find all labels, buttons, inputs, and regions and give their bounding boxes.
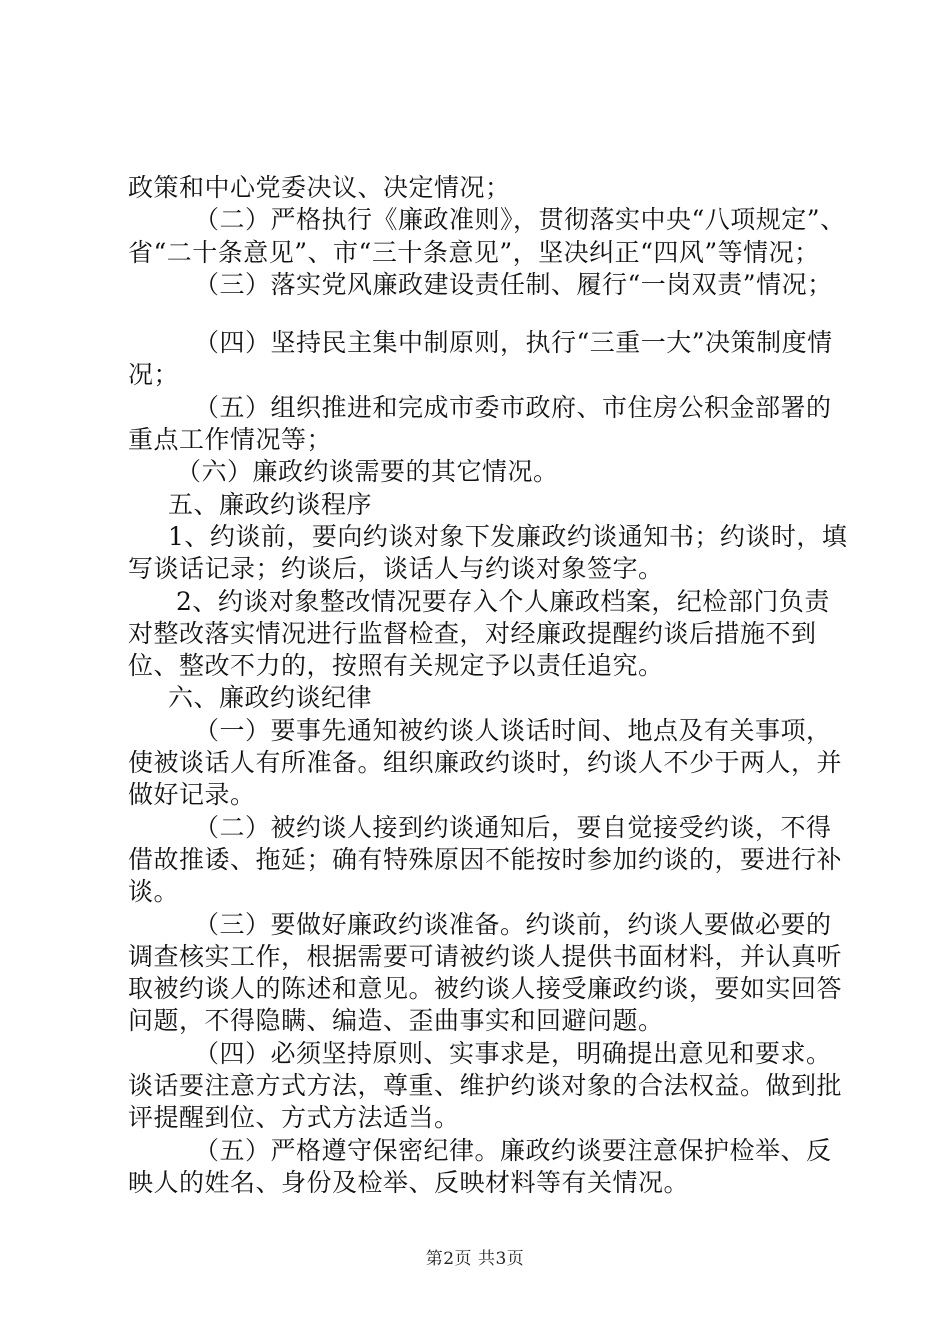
paragraph-discipline-3: （三）要做好廉政约谈准备。约谈前，约谈人要做必要的调查核实工作，根据需要可请被约谈人提供书面材料，并认真听取被约谈人的陈述和意见。被约谈人接受廉政约谈，要如实回答问题，不得隐瞒、编造、歪曲事实和回避问题。 <box>128 909 843 1036</box>
paragraph-discipline-5: （五）严格遵守保密纪律。廉政约谈要注意保护检举、反映人的姓名、身份及检举、反映材料等有关情况。 <box>128 1135 832 1197</box>
paragraph-procedure-2: 2、约谈对象整改情况要存入个人廉政档案，纪检部门负责对整改落实情况进行监督检查，对经廉政提醒约谈后措施不到位、整改不力的，按照有关规定予以责任追究。 <box>128 586 830 681</box>
paragraph-discipline-4: （四）必须坚持原则、实事求是，明确提出意见和要求。谈话要注意方式方法，尊重、维护约谈对象的合法权益。做到批评提醒到位、方式方法适当。 <box>128 1038 843 1133</box>
paragraph-item-5-key-work: （五）组织推进和完成市委市政府、市住房公积金部署的重点工作情况等； <box>128 392 832 455</box>
paragraph-discipline-2: （二）被约谈人接到约谈通知后，要自觉接受约谈，不得借故推诿、拖延；确有特殊原因不能按时参加约谈的，要进行补谈。 <box>128 812 843 907</box>
paragraph-discipline-1: （一）要事先通知被约谈人谈话时间、地点及有关事项，使被谈话人有所准备。组织廉政约谈时，约谈人不少于两人，并做好记录。 <box>128 715 843 810</box>
paragraph-policy-continuation: 政策和中心党委决议、决定情况； <box>128 173 511 202</box>
paragraph-item-2-integrity-rules: （二）严格执行《廉政准则》，贯彻落实中央“八项规定”、省“二十条意见”、市“三十条意见”，坚决纠正“四风”等情况； <box>128 205 846 267</box>
section-heading-discipline: 六、廉政约谈纪律 <box>168 683 373 713</box>
document-body <box>128 172 848 1199</box>
paragraph-item-6-other: （六）廉政约谈需要的其它情况。 <box>176 457 559 487</box>
paragraph-item-4-democratic-centralism: （四）坚持民主集中制原则，执行“三重一大”决策制度情况； <box>128 328 833 390</box>
page-footer-number: 第2页 共3页 <box>425 1249 525 1269</box>
section-heading-procedure: 五、廉政约谈程序 <box>168 489 373 519</box>
paragraph-procedure-1: 1、约谈前，要向约谈对象下发廉政约谈通知书；约谈时，填写谈话记录；约谈后，谈话人与约谈对象签字。 <box>128 521 848 584</box>
paragraph-item-3-responsibility: （三）落实党风廉政建设责任制、履行“一岗双责”情况； <box>194 269 833 299</box>
